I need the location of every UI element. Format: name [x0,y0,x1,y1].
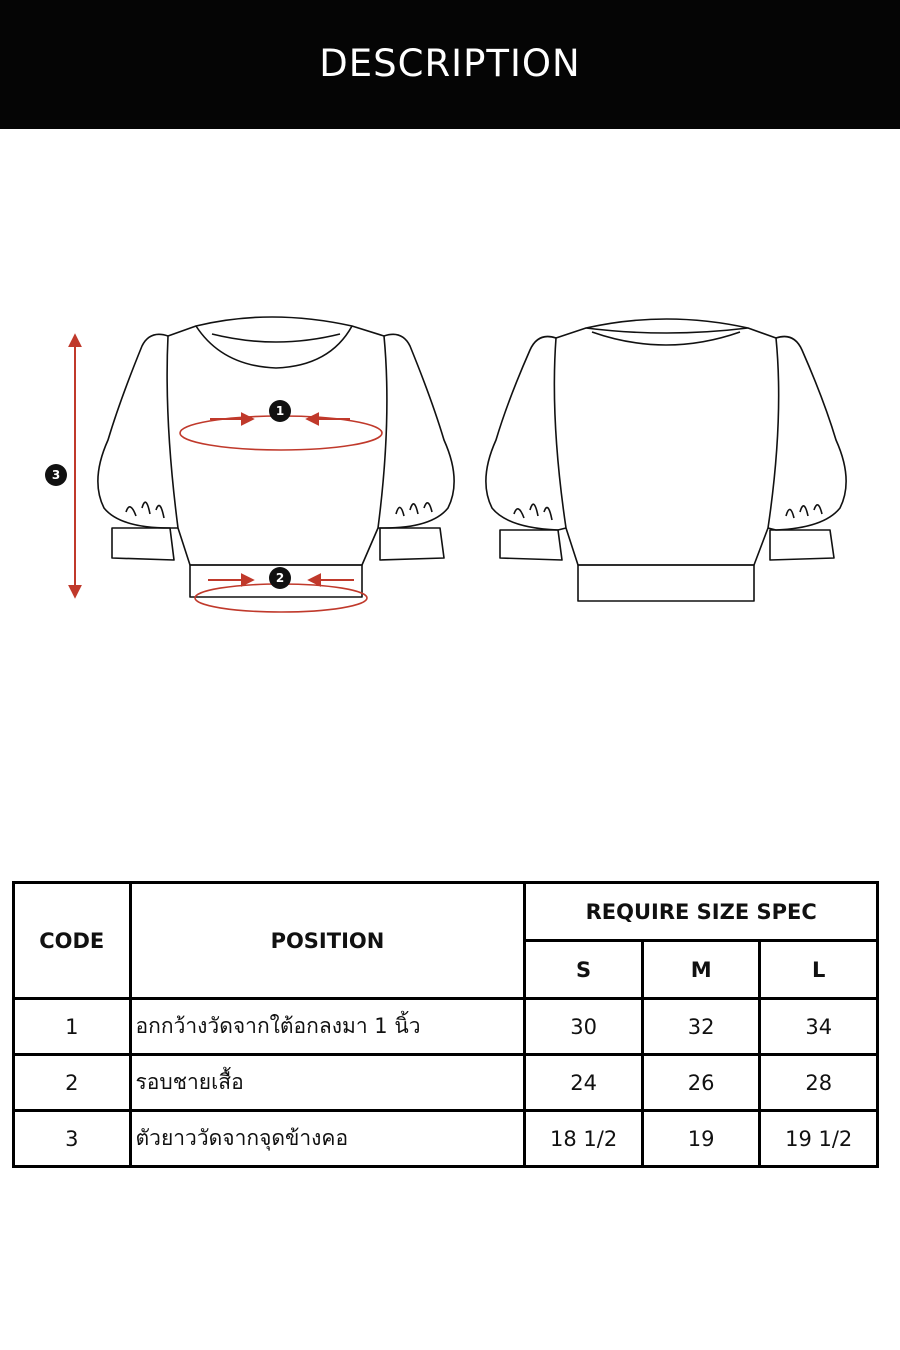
marker-1-label: 1 [275,404,285,418]
spec-header: REQUIRE SIZE SPEC [525,883,878,941]
row-value-l: 34 [760,999,878,1055]
row-code: 2 [14,1055,131,1111]
marker-2 [269,567,291,589]
row-value-m: 32 [642,999,760,1055]
back-right-sleeve [768,337,846,531]
table-row [14,1111,878,1167]
back-view [486,319,846,601]
size-spec-table [12,881,879,1168]
back-neckline [586,319,748,333]
marker-3-label: 3 [51,468,61,482]
row-code: 3 [14,1111,131,1167]
table-row [14,999,878,1055]
back-body [554,328,778,565]
front-left-sleeve [98,334,178,528]
size-s-header: S [525,941,643,999]
garment-diagram [0,300,900,630]
row-value-l: 19 1/2 [760,1111,878,1167]
marker-3 [45,464,67,486]
front-right-sleeve [378,334,454,528]
back-waistband [578,565,754,601]
position-header: POSITION [130,883,525,999]
row-value-s: 24 [525,1055,643,1111]
row-value-m: 19 [642,1111,760,1167]
row-code: 1 [14,999,131,1055]
size-l-header: L [760,941,878,999]
marker-1 [269,400,291,422]
row-position: ตัวยาววัดจากจุดข้างคอ [130,1111,525,1167]
table-row [14,1055,878,1111]
page-title: DESCRIPTION [319,42,581,85]
marker-2-label: 2 [275,571,285,585]
header-bar [0,0,900,129]
row-value-l: 28 [760,1055,878,1111]
row-position: รอบชายเสื้อ [130,1055,525,1111]
size-m-header: M [642,941,760,999]
row-position: อกกว้างวัดจากใต้อกลงมา 1 นิ้ว [130,999,525,1055]
code-header: CODE [14,883,131,999]
row-value-s: 30 [525,999,643,1055]
front-view [98,317,454,597]
row-value-s: 18 1/2 [525,1111,643,1167]
row-value-m: 26 [642,1055,760,1111]
